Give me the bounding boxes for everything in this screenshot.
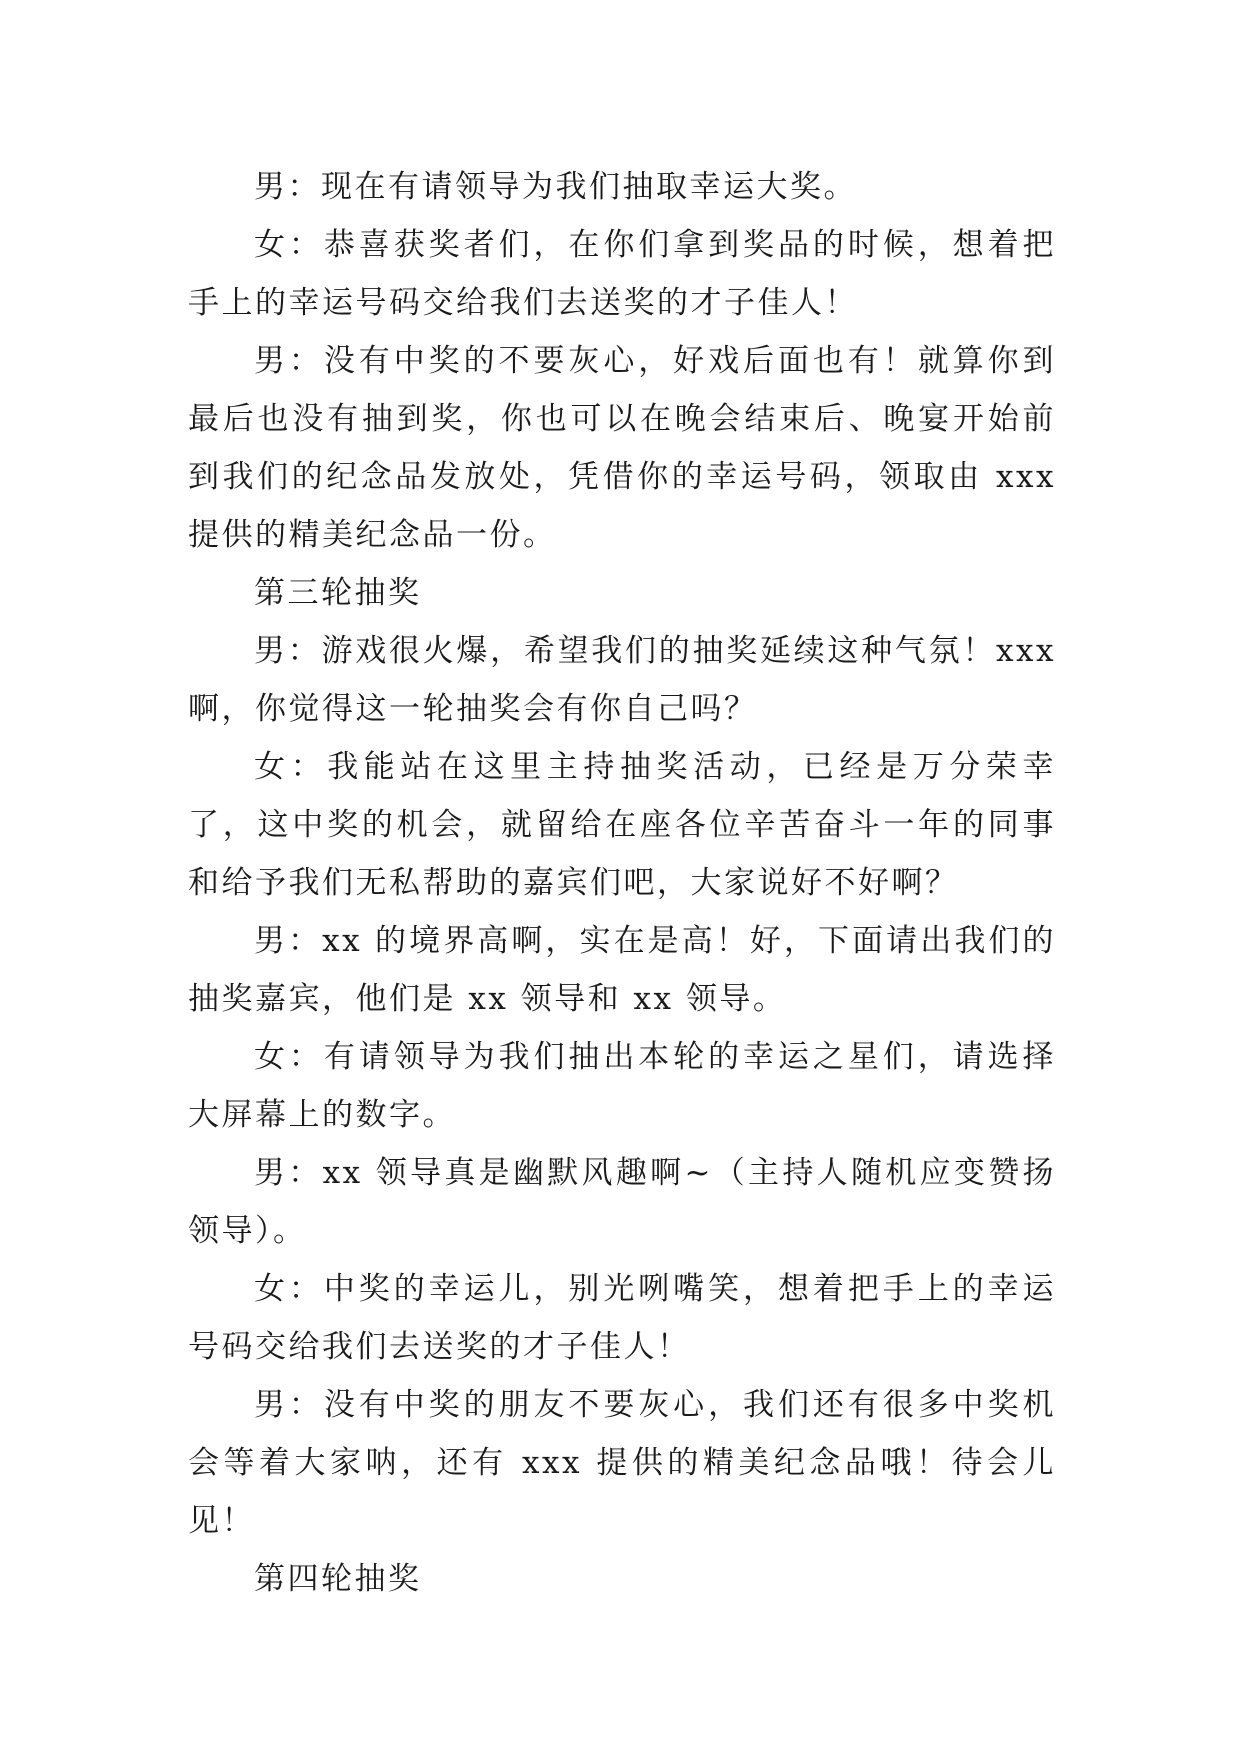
paragraph-5: 女：我能站在这里主持抽奖活动，已经是万分荣幸了，这中奖的机会，就留给在座各位辛苦奋斗一年的同事和给予我们无私帮助的嘉宾们吧，大家说好不好啊？ [188, 749, 1056, 901]
section-heading-round-4: 第四轮抽奖 [254, 1561, 422, 1597]
section-heading-round-3: 第三轮抽奖 [254, 575, 422, 611]
paragraph-7: 女：有请领导为我们抽出本轮的幸运之星们，请选择大屏幕上的数字。 [188, 1039, 1056, 1133]
paragraph-8: 男：xx 领导真是幽默风趣啊~（主持人随机应变赞扬领导）。 [188, 1155, 1056, 1249]
paragraph-3: 男：没有中奖的不要灰心，好戏后面也有！就算你到最后也没有抽到奖，你也可以在晚会结束后、晚宴开始前到我们的纪念品发放处，凭借你的幸运号码，领取由 xxx 提供的精美纪念品一份。 [188, 343, 1056, 553]
paragraph-6: 男：xx 的境界高啊，实在是高！好，下面请出我们的抽奖嘉宾，他们是 xx 领导和 xx 领导。 [188, 923, 1056, 1017]
paragraph-1: 男：现在有请领导为我们抽取幸运大奖。 [254, 169, 857, 205]
paragraph-4: 男：游戏很火爆，希望我们的抽奖延续这种气氛！xxx 啊，你觉得这一轮抽奖会有你自己吗？ [188, 633, 1056, 727]
paragraph-2: 女：恭喜获奖者们，在你们拿到奖品的时候，想着把手上的幸运号码交给我们去送奖的才子佳人！ [188, 227, 1056, 321]
paragraph-9: 女：中奖的幸运儿，别光咧嘴笑，想着把手上的幸运号码交给我们去送奖的才子佳人！ [188, 1271, 1056, 1365]
document-body [188, 158, 1056, 1608]
paragraph-10: 男：没有中奖的朋友不要灰心，我们还有很多中奖机会等着大家呐，还有 xxx 提供的精美纪念品哦！待会儿见！ [188, 1387, 1056, 1539]
